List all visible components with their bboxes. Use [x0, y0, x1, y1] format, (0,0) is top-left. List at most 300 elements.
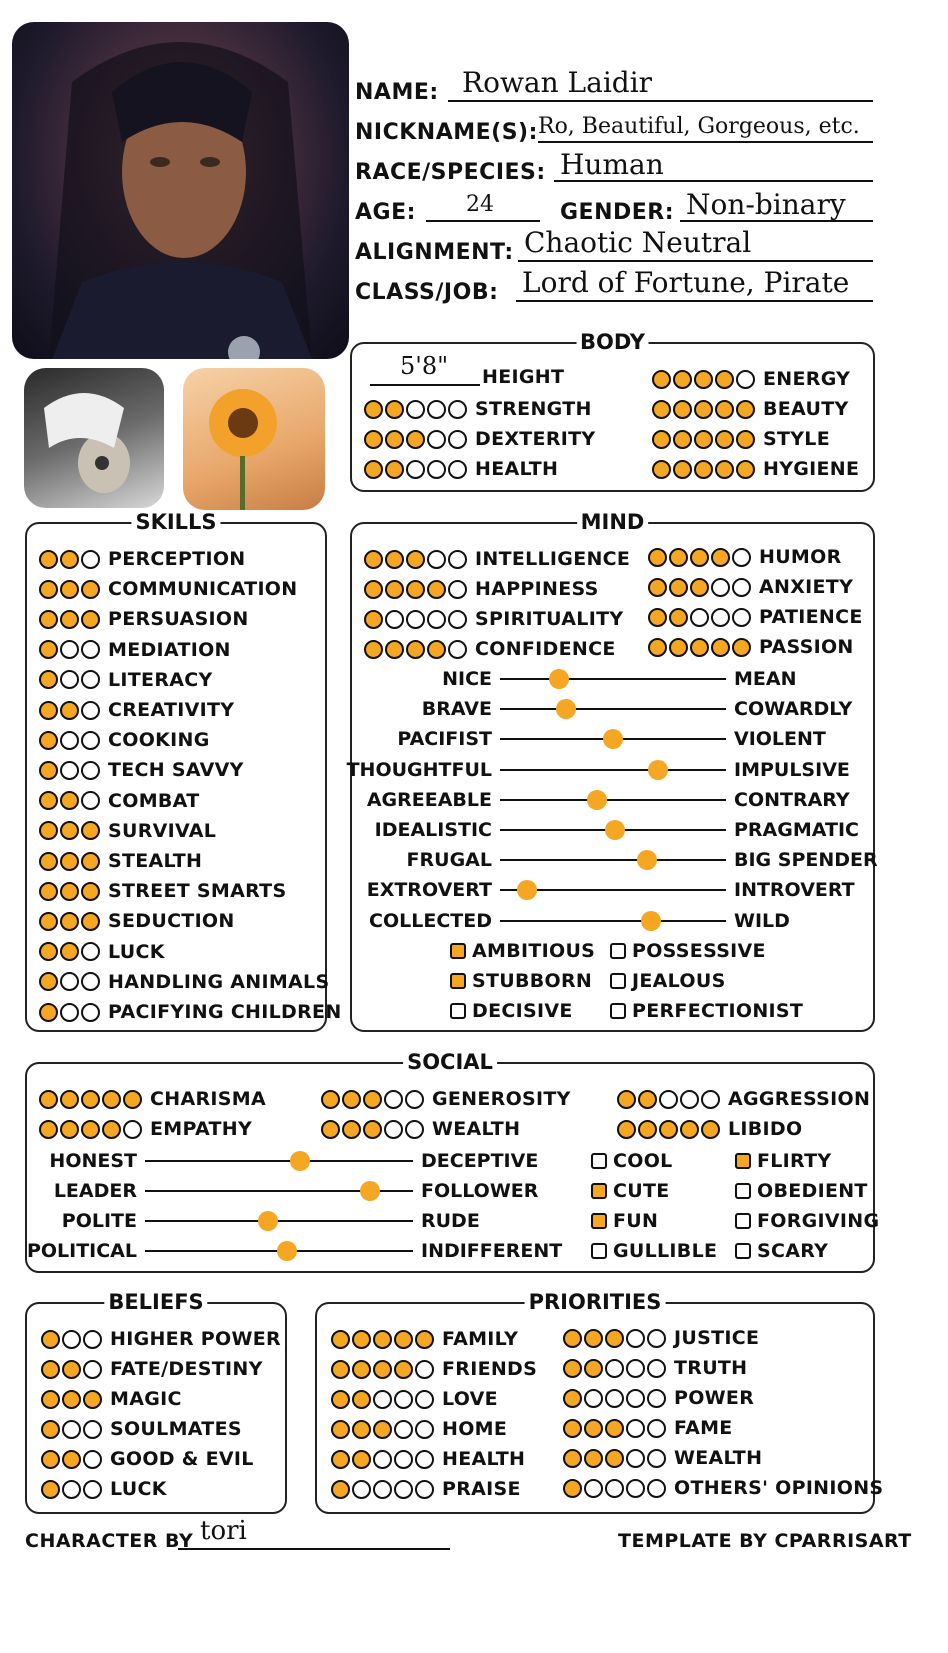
- filled-rating-dot[interactable]: [711, 638, 730, 657]
- mind-trait-ambitious-checkbox[interactable]: [450, 938, 595, 964]
- filled-rating-dot[interactable]: [39, 580, 58, 599]
- social-trait-cool-checkbox[interactable]: [591, 1148, 673, 1174]
- rating-dots[interactable]: [39, 1003, 102, 1022]
- empty-rating-dot[interactable]: [647, 1359, 666, 1378]
- rating-dots[interactable]: [563, 1419, 668, 1438]
- filled-rating-dot[interactable]: [342, 1090, 361, 1109]
- empty-rating-dot[interactable]: [427, 400, 446, 419]
- mind-frugal-big-spender-slider[interactable]: [406, 847, 878, 873]
- filled-rating-dot[interactable]: [123, 1090, 142, 1109]
- alignment-value[interactable]: Chaotic Neutral: [524, 226, 752, 259]
- filled-rating-dot[interactable]: [394, 1330, 413, 1349]
- slider-knob[interactable]: [587, 790, 607, 810]
- empty-rating-dot[interactable]: [605, 1359, 624, 1378]
- empty-rating-dot[interactable]: [415, 1390, 434, 1409]
- empty-rating-dot[interactable]: [60, 640, 79, 659]
- rating-dots[interactable]: [39, 1120, 144, 1139]
- rating-dots[interactable]: [39, 670, 102, 689]
- rating-dots[interactable]: [563, 1359, 668, 1378]
- filled-rating-dot[interactable]: [60, 882, 79, 901]
- slider-knob[interactable]: [277, 1241, 297, 1261]
- filled-rating-dot[interactable]: [694, 400, 713, 419]
- filled-rating-dot[interactable]: [102, 1090, 121, 1109]
- filled-rating-dot[interactable]: [694, 460, 713, 479]
- slider-track[interactable]: [145, 1160, 413, 1162]
- filled-rating-dot[interactable]: [39, 550, 58, 569]
- empty-rating-dot[interactable]: [83, 1420, 102, 1439]
- empty-rating-dot[interactable]: [626, 1359, 645, 1378]
- filled-rating-dot[interactable]: [81, 882, 100, 901]
- empty-rating-dot[interactable]: [626, 1389, 645, 1408]
- mind-trait-jealous-checkbox[interactable]: [610, 968, 726, 994]
- rating-dots[interactable]: [563, 1329, 668, 1348]
- filled-rating-dot[interactable]: [690, 638, 709, 657]
- filled-rating-dot[interactable]: [385, 550, 404, 569]
- rating-dots[interactable]: [652, 460, 757, 479]
- filled-rating-dot[interactable]: [81, 610, 100, 629]
- empty-rating-dot[interactable]: [406, 460, 425, 479]
- rating-dots[interactable]: [321, 1120, 426, 1139]
- filled-rating-dot[interactable]: [41, 1360, 60, 1379]
- filled-rating-dot[interactable]: [669, 638, 688, 657]
- rating-dots[interactable]: [563, 1479, 668, 1498]
- rating-dots[interactable]: [648, 638, 753, 657]
- filled-rating-dot[interactable]: [331, 1420, 350, 1439]
- filled-rating-dot[interactable]: [60, 610, 79, 629]
- filled-rating-dot[interactable]: [406, 640, 425, 659]
- rating-dots[interactable]: [41, 1390, 104, 1409]
- mind-trait-decisive-checkbox[interactable]: [450, 998, 573, 1024]
- filled-rating-dot[interactable]: [39, 1120, 58, 1139]
- filled-rating-dot[interactable]: [331, 1360, 350, 1379]
- empty-rating-dot[interactable]: [584, 1479, 603, 1498]
- filled-rating-dot[interactable]: [715, 400, 734, 419]
- slider-track[interactable]: [500, 859, 726, 861]
- empty-rating-dot[interactable]: [448, 610, 467, 629]
- empty-rating-dot[interactable]: [605, 1389, 624, 1408]
- rating-dots[interactable]: [331, 1450, 436, 1469]
- filled-rating-dot[interactable]: [352, 1420, 371, 1439]
- rating-dots[interactable]: [364, 430, 469, 449]
- filled-rating-dot[interactable]: [364, 400, 383, 419]
- filled-rating-dot[interactable]: [81, 821, 100, 840]
- filled-rating-dot[interactable]: [41, 1390, 60, 1409]
- filled-rating-dot[interactable]: [711, 548, 730, 567]
- unchecked-box-icon[interactable]: [591, 1243, 607, 1259]
- empty-rating-dot[interactable]: [62, 1330, 81, 1349]
- filled-rating-dot[interactable]: [81, 1120, 100, 1139]
- empty-rating-dot[interactable]: [60, 972, 79, 991]
- empty-rating-dot[interactable]: [405, 1120, 424, 1139]
- rating-dots[interactable]: [321, 1090, 426, 1109]
- filled-rating-dot[interactable]: [638, 1090, 657, 1109]
- mind-pacifist-violent-slider[interactable]: [397, 726, 826, 752]
- filled-rating-dot[interactable]: [648, 548, 667, 567]
- empty-rating-dot[interactable]: [60, 1003, 79, 1022]
- filled-rating-dot[interactable]: [60, 942, 79, 961]
- filled-rating-dot[interactable]: [736, 400, 755, 419]
- filled-rating-dot[interactable]: [736, 460, 755, 479]
- filled-rating-dot[interactable]: [701, 1120, 720, 1139]
- rating-dots[interactable]: [39, 640, 102, 659]
- checked-box-icon[interactable]: [591, 1183, 607, 1199]
- filled-rating-dot[interactable]: [81, 1090, 100, 1109]
- filled-rating-dot[interactable]: [60, 701, 79, 720]
- filled-rating-dot[interactable]: [62, 1450, 81, 1469]
- empty-rating-dot[interactable]: [60, 761, 79, 780]
- unchecked-box-icon[interactable]: [610, 943, 626, 959]
- empty-rating-dot[interactable]: [81, 701, 100, 720]
- empty-rating-dot[interactable]: [584, 1389, 603, 1408]
- empty-rating-dot[interactable]: [415, 1450, 434, 1469]
- empty-rating-dot[interactable]: [626, 1419, 645, 1438]
- mind-brave-cowardly-slider[interactable]: [421, 696, 853, 722]
- rating-dots[interactable]: [39, 701, 102, 720]
- empty-rating-dot[interactable]: [406, 610, 425, 629]
- empty-rating-dot[interactable]: [647, 1419, 666, 1438]
- rating-dots[interactable]: [648, 608, 753, 627]
- filled-rating-dot[interactable]: [41, 1480, 60, 1499]
- filled-rating-dot[interactable]: [652, 400, 671, 419]
- filled-rating-dot[interactable]: [83, 1390, 102, 1409]
- social-honest-deceptive-slider[interactable]: [49, 1148, 539, 1174]
- empty-rating-dot[interactable]: [626, 1449, 645, 1468]
- filled-rating-dot[interactable]: [373, 1420, 392, 1439]
- filled-rating-dot[interactable]: [673, 460, 692, 479]
- checked-box-icon[interactable]: [591, 1213, 607, 1229]
- rating-dots[interactable]: [563, 1449, 668, 1468]
- empty-rating-dot[interactable]: [373, 1480, 392, 1499]
- empty-rating-dot[interactable]: [690, 608, 709, 627]
- empty-rating-dot[interactable]: [384, 1120, 403, 1139]
- slider-knob[interactable]: [637, 850, 657, 870]
- rating-dots[interactable]: [364, 400, 469, 419]
- filled-rating-dot[interactable]: [673, 430, 692, 449]
- filled-rating-dot[interactable]: [364, 550, 383, 569]
- checked-box-icon[interactable]: [450, 973, 466, 989]
- filled-rating-dot[interactable]: [342, 1120, 361, 1139]
- filled-rating-dot[interactable]: [39, 912, 58, 931]
- filled-rating-dot[interactable]: [394, 1360, 413, 1379]
- race-value[interactable]: Human: [560, 148, 664, 181]
- slider-track[interactable]: [500, 799, 726, 801]
- empty-rating-dot[interactable]: [427, 430, 446, 449]
- checked-box-icon[interactable]: [735, 1153, 751, 1169]
- filled-rating-dot[interactable]: [60, 550, 79, 569]
- filled-rating-dot[interactable]: [364, 460, 383, 479]
- filled-rating-dot[interactable]: [331, 1390, 350, 1409]
- filled-rating-dot[interactable]: [373, 1360, 392, 1379]
- filled-rating-dot[interactable]: [605, 1449, 624, 1468]
- filled-rating-dot[interactable]: [584, 1359, 603, 1378]
- empty-rating-dot[interactable]: [448, 430, 467, 449]
- filled-rating-dot[interactable]: [60, 852, 79, 871]
- filled-rating-dot[interactable]: [385, 430, 404, 449]
- slider-knob[interactable]: [290, 1151, 310, 1171]
- filled-rating-dot[interactable]: [331, 1480, 350, 1499]
- empty-rating-dot[interactable]: [385, 610, 404, 629]
- empty-rating-dot[interactable]: [81, 1003, 100, 1022]
- rating-dots[interactable]: [39, 731, 102, 750]
- rating-dots[interactable]: [364, 460, 469, 479]
- empty-rating-dot[interactable]: [711, 608, 730, 627]
- empty-rating-dot[interactable]: [448, 460, 467, 479]
- filled-rating-dot[interactable]: [39, 731, 58, 750]
- rating-dots[interactable]: [39, 610, 102, 629]
- empty-rating-dot[interactable]: [605, 1479, 624, 1498]
- empty-rating-dot[interactable]: [394, 1450, 413, 1469]
- name-value[interactable]: Rowan Laidir: [462, 66, 653, 99]
- rating-dots[interactable]: [41, 1480, 104, 1499]
- empty-rating-dot[interactable]: [60, 731, 79, 750]
- empty-rating-dot[interactable]: [647, 1479, 666, 1498]
- filled-rating-dot[interactable]: [652, 370, 671, 389]
- empty-rating-dot[interactable]: [427, 460, 446, 479]
- filled-rating-dot[interactable]: [669, 548, 688, 567]
- filled-rating-dot[interactable]: [563, 1419, 582, 1438]
- filled-rating-dot[interactable]: [60, 1120, 79, 1139]
- empty-rating-dot[interactable]: [701, 1090, 720, 1109]
- unchecked-box-icon[interactable]: [610, 1003, 626, 1019]
- empty-rating-dot[interactable]: [415, 1420, 434, 1439]
- empty-rating-dot[interactable]: [415, 1360, 434, 1379]
- filled-rating-dot[interactable]: [331, 1450, 350, 1469]
- filled-rating-dot[interactable]: [385, 640, 404, 659]
- filled-rating-dot[interactable]: [617, 1090, 636, 1109]
- empty-rating-dot[interactable]: [732, 548, 751, 567]
- filled-rating-dot[interactable]: [385, 400, 404, 419]
- rating-dots[interactable]: [617, 1090, 722, 1109]
- filled-rating-dot[interactable]: [669, 608, 688, 627]
- slider-track[interactable]: [500, 678, 726, 680]
- empty-rating-dot[interactable]: [732, 578, 751, 597]
- slider-track[interactable]: [500, 769, 726, 771]
- filled-rating-dot[interactable]: [60, 1090, 79, 1109]
- filled-rating-dot[interactable]: [648, 578, 667, 597]
- rating-dots[interactable]: [648, 578, 753, 597]
- rating-dots[interactable]: [39, 972, 102, 991]
- rating-dots[interactable]: [41, 1360, 104, 1379]
- filled-rating-dot[interactable]: [352, 1450, 371, 1469]
- rating-dots[interactable]: [652, 370, 757, 389]
- empty-rating-dot[interactable]: [81, 640, 100, 659]
- rating-dots[interactable]: [39, 761, 102, 780]
- checked-box-icon[interactable]: [450, 943, 466, 959]
- empty-rating-dot[interactable]: [394, 1420, 413, 1439]
- filled-rating-dot[interactable]: [39, 852, 58, 871]
- slider-knob[interactable]: [648, 760, 668, 780]
- filled-rating-dot[interactable]: [673, 370, 692, 389]
- filled-rating-dot[interactable]: [690, 548, 709, 567]
- nickname-value[interactable]: Ro, Beautiful, Gorgeous, etc.: [538, 114, 860, 139]
- social-trait-obedient-checkbox[interactable]: [735, 1178, 868, 1204]
- filled-rating-dot[interactable]: [102, 1120, 121, 1139]
- social-trait-gullible-checkbox[interactable]: [591, 1238, 717, 1264]
- filled-rating-dot[interactable]: [352, 1360, 371, 1379]
- filled-rating-dot[interactable]: [415, 1330, 434, 1349]
- mind-thoughtful-impulsive-slider[interactable]: [346, 757, 850, 783]
- age-value[interactable]: 24: [466, 192, 494, 217]
- social-trait-fun-checkbox[interactable]: [591, 1208, 658, 1234]
- class-value[interactable]: Lord of Fortune, Pirate: [522, 266, 850, 299]
- rating-dots[interactable]: [39, 580, 102, 599]
- empty-rating-dot[interactable]: [81, 731, 100, 750]
- filled-rating-dot[interactable]: [60, 912, 79, 931]
- filled-rating-dot[interactable]: [385, 460, 404, 479]
- slider-knob[interactable]: [258, 1211, 278, 1231]
- rating-dots[interactable]: [331, 1360, 436, 1379]
- filled-rating-dot[interactable]: [694, 430, 713, 449]
- filled-rating-dot[interactable]: [563, 1449, 582, 1468]
- empty-rating-dot[interactable]: [83, 1480, 102, 1499]
- filled-rating-dot[interactable]: [715, 370, 734, 389]
- empty-rating-dot[interactable]: [406, 400, 425, 419]
- rating-dots[interactable]: [39, 912, 102, 931]
- empty-rating-dot[interactable]: [83, 1330, 102, 1349]
- unchecked-box-icon[interactable]: [735, 1183, 751, 1199]
- filled-rating-dot[interactable]: [373, 1330, 392, 1349]
- rating-dots[interactable]: [364, 640, 469, 659]
- filled-rating-dot[interactable]: [364, 580, 383, 599]
- filled-rating-dot[interactable]: [406, 550, 425, 569]
- filled-rating-dot[interactable]: [605, 1419, 624, 1438]
- empty-rating-dot[interactable]: [448, 580, 467, 599]
- social-leader-follower-slider[interactable]: [53, 1178, 539, 1204]
- rating-dots[interactable]: [364, 580, 469, 599]
- rating-dots[interactable]: [41, 1450, 104, 1469]
- empty-rating-dot[interactable]: [647, 1449, 666, 1468]
- unchecked-box-icon[interactable]: [610, 973, 626, 989]
- filled-rating-dot[interactable]: [563, 1479, 582, 1498]
- social-trait-forgiving-checkbox[interactable]: [735, 1208, 879, 1234]
- rating-dots[interactable]: [563, 1389, 668, 1408]
- filled-rating-dot[interactable]: [39, 791, 58, 810]
- empty-rating-dot[interactable]: [415, 1480, 434, 1499]
- filled-rating-dot[interactable]: [81, 852, 100, 871]
- empty-rating-dot[interactable]: [81, 761, 100, 780]
- filled-rating-dot[interactable]: [563, 1389, 582, 1408]
- filled-rating-dot[interactable]: [584, 1419, 603, 1438]
- empty-rating-dot[interactable]: [626, 1329, 645, 1348]
- empty-rating-dot[interactable]: [384, 1090, 403, 1109]
- empty-rating-dot[interactable]: [647, 1329, 666, 1348]
- filled-rating-dot[interactable]: [41, 1420, 60, 1439]
- empty-rating-dot[interactable]: [680, 1090, 699, 1109]
- rating-dots[interactable]: [41, 1420, 104, 1439]
- mind-trait-possessive-checkbox[interactable]: [610, 938, 766, 964]
- filled-rating-dot[interactable]: [652, 460, 671, 479]
- mind-trait-stubborn-checkbox[interactable]: [450, 968, 592, 994]
- empty-rating-dot[interactable]: [83, 1450, 102, 1469]
- filled-rating-dot[interactable]: [406, 430, 425, 449]
- rating-dots[interactable]: [652, 400, 757, 419]
- filled-rating-dot[interactable]: [690, 578, 709, 597]
- filled-rating-dot[interactable]: [352, 1330, 371, 1349]
- rating-dots[interactable]: [39, 1090, 144, 1109]
- filled-rating-dot[interactable]: [81, 912, 100, 931]
- slider-knob[interactable]: [641, 911, 661, 931]
- unchecked-box-icon[interactable]: [450, 1003, 466, 1019]
- filled-rating-dot[interactable]: [39, 670, 58, 689]
- empty-rating-dot[interactable]: [405, 1090, 424, 1109]
- empty-rating-dot[interactable]: [81, 942, 100, 961]
- slider-track[interactable]: [500, 920, 726, 922]
- filled-rating-dot[interactable]: [39, 1090, 58, 1109]
- empty-rating-dot[interactable]: [626, 1479, 645, 1498]
- filled-rating-dot[interactable]: [60, 821, 79, 840]
- empty-rating-dot[interactable]: [62, 1420, 81, 1439]
- empty-rating-dot[interactable]: [659, 1090, 678, 1109]
- filled-rating-dot[interactable]: [648, 638, 667, 657]
- filled-rating-dot[interactable]: [39, 761, 58, 780]
- filled-rating-dot[interactable]: [363, 1120, 382, 1139]
- rating-dots[interactable]: [41, 1330, 104, 1349]
- filled-rating-dot[interactable]: [62, 1360, 81, 1379]
- social-political-indifferent-slider[interactable]: [26, 1238, 563, 1264]
- rating-dots[interactable]: [39, 550, 102, 569]
- mind-idealistic-pragmatic-slider[interactable]: [374, 817, 859, 843]
- unchecked-box-icon[interactable]: [735, 1213, 751, 1229]
- rating-dots[interactable]: [39, 852, 102, 871]
- filled-rating-dot[interactable]: [673, 400, 692, 419]
- filled-rating-dot[interactable]: [406, 580, 425, 599]
- filled-rating-dot[interactable]: [584, 1329, 603, 1348]
- filled-rating-dot[interactable]: [364, 430, 383, 449]
- filled-rating-dot[interactable]: [321, 1090, 340, 1109]
- filled-rating-dot[interactable]: [385, 580, 404, 599]
- empty-rating-dot[interactable]: [81, 550, 100, 569]
- empty-rating-dot[interactable]: [352, 1480, 371, 1499]
- slider-track[interactable]: [145, 1220, 413, 1222]
- slider-knob[interactable]: [360, 1181, 380, 1201]
- social-trait-cute-checkbox[interactable]: [591, 1178, 670, 1204]
- filled-rating-dot[interactable]: [648, 608, 667, 627]
- filled-rating-dot[interactable]: [39, 610, 58, 629]
- rating-dots[interactable]: [331, 1420, 436, 1439]
- empty-rating-dot[interactable]: [394, 1390, 413, 1409]
- rating-dots[interactable]: [652, 430, 757, 449]
- filled-rating-dot[interactable]: [39, 821, 58, 840]
- slider-track[interactable]: [500, 708, 726, 710]
- mind-nice-mean-slider[interactable]: [442, 666, 797, 692]
- filled-rating-dot[interactable]: [617, 1120, 636, 1139]
- unchecked-box-icon[interactable]: [591, 1153, 607, 1169]
- empty-rating-dot[interactable]: [736, 370, 755, 389]
- filled-rating-dot[interactable]: [364, 610, 383, 629]
- empty-rating-dot[interactable]: [81, 972, 100, 991]
- mind-trait-perfectionist-checkbox[interactable]: [610, 998, 803, 1024]
- filled-rating-dot[interactable]: [694, 370, 713, 389]
- filled-rating-dot[interactable]: [331, 1330, 350, 1349]
- rating-dots[interactable]: [39, 821, 102, 840]
- rating-dots[interactable]: [331, 1330, 436, 1349]
- slider-knob[interactable]: [556, 699, 576, 719]
- filled-rating-dot[interactable]: [736, 430, 755, 449]
- filled-rating-dot[interactable]: [39, 882, 58, 901]
- rating-dots[interactable]: [331, 1390, 436, 1409]
- filled-rating-dot[interactable]: [659, 1120, 678, 1139]
- filled-rating-dot[interactable]: [652, 430, 671, 449]
- slider-knob[interactable]: [603, 729, 623, 749]
- filled-rating-dot[interactable]: [60, 791, 79, 810]
- rating-dots[interactable]: [39, 791, 102, 810]
- filled-rating-dot[interactable]: [427, 640, 446, 659]
- filled-rating-dot[interactable]: [41, 1330, 60, 1349]
- filled-rating-dot[interactable]: [62, 1390, 81, 1409]
- empty-rating-dot[interactable]: [427, 550, 446, 569]
- filled-rating-dot[interactable]: [321, 1120, 340, 1139]
- empty-rating-dot[interactable]: [448, 640, 467, 659]
